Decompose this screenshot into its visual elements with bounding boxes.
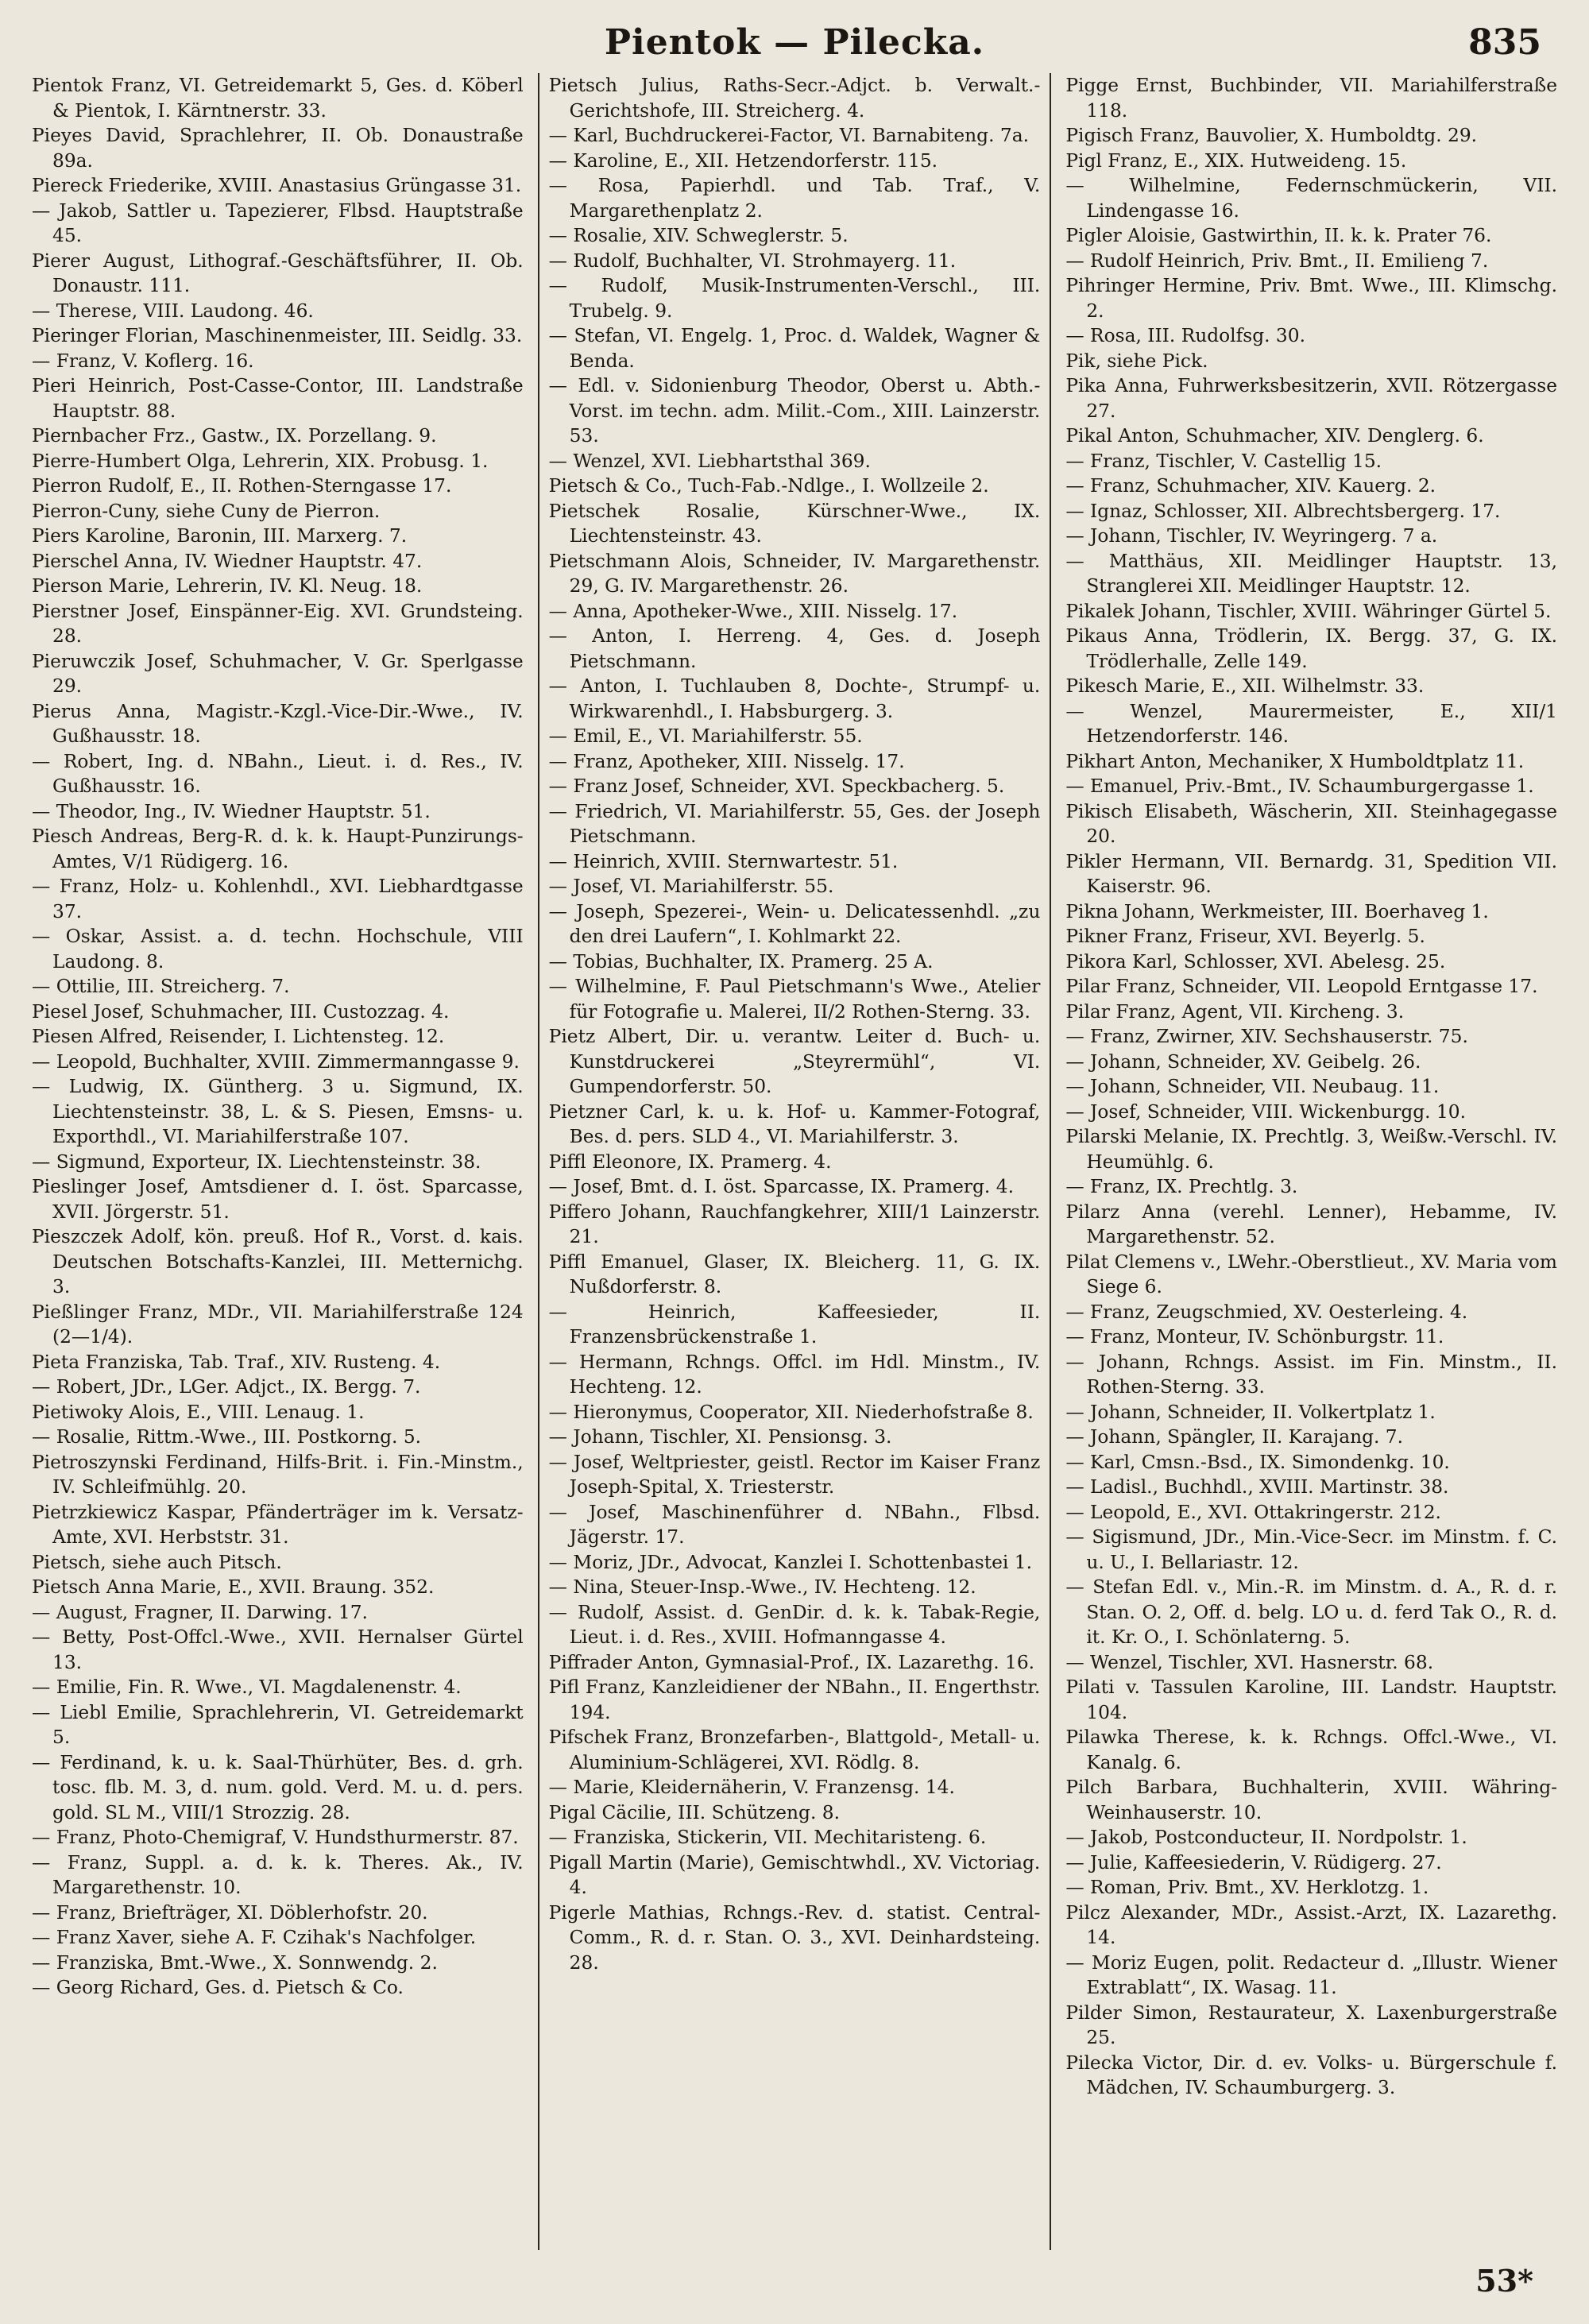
directory-entry: — Wenzel, Tischler, XVI. Hasnerstr. 68. xyxy=(1065,1651,1434,1673)
directory-entry: Pierschel Anna, IV. Wiedner Hauptstr. 47. xyxy=(32,550,423,572)
directory-entry: Piffl Eleonore, IX. Pramerg. 4. xyxy=(548,1150,832,1173)
directory-entry: — Franziska, Bmt.-Wwe., X. Sonnwendg. 2. xyxy=(32,1951,438,1974)
directory-entry: Pietrzkiewicz Kaspar, Pfänderträger im k. Versatz-Amte, XVI. Herbststr. 31. xyxy=(32,1501,524,1548)
directory-entry: — Betty, Post-Offcl.-Wwe., XVII. Hernalser Gürtel 13. xyxy=(32,1626,524,1673)
running-header xyxy=(32,14,1557,70)
directory-entry: Pilat Clemens v., LWehr.-Oberstlieut., XV. Maria vom Siege 6. xyxy=(1065,1251,1558,1297)
directory-entry: Pikalek Johann, Tischler, XVIII. Währinger Gürtel 5. xyxy=(1065,600,1552,622)
directory-entry: Piffero Johann, Rauchfangkehrer, XIII/1 Lainzerstr. 21. xyxy=(548,1201,1041,1247)
directory-entry: Pikna Johann, Werkmeister, III. Boerhaveg 1. xyxy=(1065,900,1489,922)
directory-entry: Pikhart Anton, Mechaniker, X Humboldtplatz 11. xyxy=(1065,750,1525,772)
directory-entry: — Emanuel, Priv.-Bmt., IV. Schaumburgergasse 1. xyxy=(1065,775,1534,797)
directory-entry: Pik, siehe Pick. xyxy=(1065,350,1208,372)
directory-entry: — Franz, Holz- u. Kohlenhdl., XVI. Liebhardtgasse 37. xyxy=(32,876,524,922)
directory-entry: — Franz Xaver, siehe A. F. Czihak's Nachfolger. xyxy=(32,1927,477,1948)
directory-entry: — Ignaz, Schlosser, XII. Albrechtsbergerg. 17. xyxy=(1065,500,1501,522)
directory-entry: — Joseph, Spezerei-, Wein- u. Delicatessenhdl. „zu den drei Laufern“, I. Kohlmarkt 22. xyxy=(548,900,1041,947)
directory-entry: — Rudolf, Buchhalter, VI. Strohmayerg. 11. xyxy=(548,249,957,272)
column-right xyxy=(1065,73,1557,2250)
directory-entry: — Johann, Tischler, XI. Pensionsg. 3. xyxy=(548,1426,892,1448)
directory-entry: — Franz, Monteur, IV. Schönburgstr. 11. xyxy=(1065,1326,1444,1348)
directory-entry: — Robert, JDr., LGer. Adjct., IX. Bergg. 7. xyxy=(32,1376,421,1398)
directory-entry: — Rosa, Papierhdl. und Tab. Traf., V. Margarethenplatz 2. xyxy=(548,175,1041,222)
directory-entry: — Franz, Tischler, V. Castellig 15. xyxy=(1065,450,1382,472)
directory-entry: — Leopold, Buchhalter, XVIII. Zimmermanngasse 9. xyxy=(32,1050,520,1073)
directory-entry: — Franz, Photo-Chemigraf, V. Hundsthurmerstr. 87. xyxy=(32,1827,519,1848)
directory-entry: Pientok Franz, VI. Getreidemarkt 5, Ges. d. Köberl & Pientok, I. Kärntnerstr. 33. xyxy=(32,75,524,122)
directory-entry: — Marie, Kleidernäherin, V. Franzensg. 14. xyxy=(548,1777,955,1798)
directory-entry: Pigall Martin (Marie), Gemischtwhdl., XV. Victoriag. 4. xyxy=(548,1851,1041,1898)
directory-entry: — Karoline, E., XII. Hetzendorferstr. 115. xyxy=(548,149,938,172)
directory-entry: Pietsch, siehe auch Pitsch. xyxy=(32,1551,282,1573)
directory-entry: Pieyes David, Sprachlehrer, II. Ob. Donaustraße 89a. xyxy=(32,125,524,172)
directory-entry: — Moriz Eugen, polit. Redacteur d. „Illustr. Wiener Extrablatt“, IX. Wasag. 11. xyxy=(1065,1951,1558,1998)
directory-entry: Pierus Anna, Magistr.-Kzgl.-Vice-Dir.-Wwe., IV. Gußhausstr. 18. xyxy=(32,700,524,747)
directory-entry: Pihringer Hermine, Priv. Bmt. Wwe., III. Klimschg. 2. xyxy=(1065,275,1558,322)
directory-entry: Piffrader Anton, Gymnasial-Prof., IX. Lazarethg. 16. xyxy=(548,1651,1035,1673)
directory-entry: Pietsch Anna Marie, E., XVII. Braung. 352. xyxy=(32,1576,435,1598)
directory-columns xyxy=(32,73,1557,2250)
directory-entry: Pierer August, Lithograf.-Geschäftsführer, II. Ob. Donaustr. 111. xyxy=(32,249,524,296)
directory-entry: — Friedrich, VI. Mariahilferstr. 55, Ges. der Joseph Pietschmann. xyxy=(548,800,1041,847)
directory-entry: — Ferdinand, k. u. k. Saal-Thürhüter, Bes. d. grh. tosc. flb. M. 3, d. num. gold. Verd. M. u. d. pers. gold. SL M., VIII/1 Strozzig. 28. xyxy=(32,1751,524,1823)
directory-entry: — Anna, Apotheker-Wwe., XIII. Nisselg. 17. xyxy=(548,600,958,622)
page-title: Pientok — Pilecka. xyxy=(604,22,985,63)
directory-entry: — Karl, Buchdruckerei-Factor, VI. Barnabiteng. 7a. xyxy=(548,125,1030,146)
directory-entry: — Tobias, Buchhalter, IX. Pramerg. 25 A. xyxy=(548,950,934,973)
directory-entry: — Edl. v. Sidonienburg Theodor, Oberst u. Abth.-Vorst. im techn. adm. Milit.-Com., XIII. Lainzerstr. 53. xyxy=(548,375,1041,447)
directory-entry: — Jakob, Sattler u. Tapezierer, Flbsd. Hauptstraße 45. xyxy=(32,199,524,246)
directory-entry: Piereck Friederike, XVIII. Anastasius Grüngasse 31. xyxy=(32,175,522,196)
directory-entry: — Hieronymus, Cooperator, XII. Niederhofstraße 8. xyxy=(548,1401,1034,1423)
directory-entry: — Ludwig, IX. Güntherg. 3 u. Sigmund, IX. Liechtensteinstr. 38, L. & S. Piesen, Emsns- u. Exporthdl., VI. Mariahilferstraße 107. xyxy=(32,1076,524,1147)
directory-entry: — Wenzel, Maurermeister, E., XII/1 Hetzendorferstr. 146. xyxy=(1065,700,1558,747)
directory-entry: Pilcz Alexander, MDr., Assist.-Arzt, IX. Lazarethg. 14. xyxy=(1065,1901,1558,1948)
directory-entry: Pierson Marie, Lehrerin, IV. Kl. Neug. 18. xyxy=(32,575,423,597)
directory-entry: Pietroszynski Ferdinand, Hilfs-Brit. i. Fin.-Minstm., IV. Schleifmühlg. 20. xyxy=(32,1451,524,1498)
directory-entry: — Rosalie, XIV. Schweglerstr. 5. xyxy=(548,225,849,246)
directory-entry: Pieslinger Josef, Amtsdiener d. I. öst. Sparcasse, XVII. Jörgerstr. 51. xyxy=(32,1176,524,1223)
directory-entry: Pigal Cäcilie, III. Schützeng. 8. xyxy=(548,1801,840,1823)
directory-entry: Pigler Aloisie, Gastwirthin, II. k. k. Prater 76. xyxy=(1065,225,1492,246)
directory-entry: — Rosalie, Rittm.-Wwe., III. Postkorng. 5. xyxy=(32,1426,422,1448)
directory-entry: Pieri Heinrich, Post-Casse-Contor, III. Landstraße Hauptstr. 88. xyxy=(32,375,524,422)
directory-entry: — Nina, Steuer-Insp.-Wwe., IV. Hechteng. 12. xyxy=(548,1576,976,1598)
directory-entry: — Sigismund, JDr., Min.-Vice-Secr. im Minstm. f. C. u. U., I. Bellariastr. 12. xyxy=(1065,1526,1558,1573)
directory-entry: — Franz, IX. Prechtlg. 3. xyxy=(1065,1176,1298,1197)
directory-entry: — Anton, I. Herreng. 4, Ges. d. Joseph Pietschmann. xyxy=(548,625,1041,672)
directory-entry: Pilar Franz, Schneider, VII. Leopold Erntgasse 17. xyxy=(1065,976,1538,997)
directory-entry: Pikler Hermann, VII. Bernardg. 31, Spedition VII. Kaiserstr. 96. xyxy=(1065,850,1558,897)
directory-entry: — Josef, Bmt. d. I. öst. Sparcasse, IX. Pramerg. 4. xyxy=(548,1176,1014,1197)
directory-entry: — Emil, E., VI. Mariahilferstr. 55. xyxy=(548,725,863,747)
directory-entry: Pieszczek Adolf, kön. preuß. Hof R., Vorst. d. kais. Deutschen Botschafts-Kanzlei, III. Metternichg. 3. xyxy=(32,1226,524,1297)
directory-entry: — Franz, V. Koflerg. 16. xyxy=(32,350,254,372)
directory-entry: — Johann, Tischler, IV. Weyringerg. 7 a. xyxy=(1065,525,1438,547)
directory-entry: — Franz, Schuhmacher, XIV. Kauerg. 2. xyxy=(1065,475,1436,497)
directory-entry: Pigerle Mathias, Rchngs.-Rev. d. statist. Central-Comm., R. d. r. Stan. O. 3., XVI. Deinhardsteing. 28. xyxy=(548,1901,1041,1974)
directory-entry: — Rudolf Heinrich, Priv. Bmt., II. Emilieng 7. xyxy=(1065,249,1489,272)
directory-entry: Pifschek Franz, Bronzefarben-, Blattgold-, Metall- u. Aluminium-Schlägerei, XVI. Rödlg. 8. xyxy=(548,1727,1041,1773)
directory-entry: Pigge Ernst, Buchbinder, VII. Mariahilferstraße 118. xyxy=(1065,75,1558,122)
directory-entry: — Johann, Schneider, XV. Geibelg. 26. xyxy=(1065,1050,1421,1073)
directory-entry: Pikora Karl, Schlosser, XVI. Abelesg. 25. xyxy=(1065,950,1446,973)
directory-entry: — Johann, Rchngs. Assist. im Fin. Minstm., II. Rothen-Sterng. 33. xyxy=(1065,1351,1558,1398)
directory-entry: — Oskar, Assist. a. d. techn. Hochschule, VIII Laudong. 8. xyxy=(32,926,524,973)
directory-entry: Pieruwczik Josef, Schuhmacher, V. Gr. Sperlgasse 29. xyxy=(32,650,524,697)
directory-entry: — Johann, Spängler, II. Karajang. 7. xyxy=(1065,1426,1404,1448)
directory-entry: Pietsch Julius, Raths-Secr.-Adjct. b. Verwalt.-Gerichtshofe, III. Streicherg. 4. xyxy=(548,75,1041,122)
directory-entry: — Hermann, Rchngs. Offcl. im Hdl. Minstm., IV. Hechteng. 12. xyxy=(548,1351,1041,1398)
directory-entry: — Rosa, III. Rudolfsg. 30. xyxy=(1065,325,1305,346)
directory-entry: Pilarski Melanie, IX. Prechtlg. 3, Weißw.-Verschl. IV. Heumühlg. 6. xyxy=(1065,1126,1558,1173)
directory-entry: Pilar Franz, Agent, VII. Kircheng. 3. xyxy=(1065,1000,1405,1023)
directory-entry: — Julie, Kaffeesiederin, V. Rüdigerg. 27. xyxy=(1065,1851,1442,1874)
directory-entry: Pilati v. Tassulen Karoline, III. Landstr. Hauptstr. 104. xyxy=(1065,1676,1558,1723)
directory-entry: — Josef, Maschinenführer d. NBahn., Flbsd. Jägerstr. 17. xyxy=(548,1501,1041,1548)
directory-entry: — Franz, Zwirner, XIV. Sechshauserstr. 75. xyxy=(1065,1026,1468,1047)
directory-entry: — Rudolf, Assist. d. GenDir. d. k. k. Tabak-Regie, Lieut. i. d. Res., XVIII. Hofmanngasse 4. xyxy=(548,1601,1041,1648)
directory-entry: — Therese, VIII. Laudong. 46. xyxy=(32,300,314,322)
directory-entry: — Jakob, Postconducteur, II. Nordpolstr. 1. xyxy=(1065,1827,1467,1848)
directory-entry: Piesen Alfred, Reisender, I. Lichtensteg. 12. xyxy=(32,1026,445,1047)
directory-entry: Pieta Franziska, Tab. Traf., XIV. Rusteng. 4. xyxy=(32,1351,441,1373)
directory-entry: — Leopold, E., XVI. Ottakringerstr. 212. xyxy=(1065,1501,1441,1523)
directory-entry: — Robert, Ing. d. NBahn., Lieut. i. d. Res., IV. Gußhausstr. 16. xyxy=(32,750,524,797)
directory-entry: Pikisch Elisabeth, Wäscherin, XII. Steinhagegasse 20. xyxy=(1065,800,1558,847)
directory-entry: — Ottilie, III. Streicherg. 7. xyxy=(32,976,290,997)
directory-entry: Pietschek Rosalie, Kürschner-Wwe., IX. Liechtensteinstr. 43. xyxy=(548,500,1041,547)
directory-entry: — Stefan Edl. v., Min.-R. im Minstm. d. A., R. d. r. Stan. O. 2, Off. d. belg. LO u. d. ferd Tak O., R. d. it. Kr. O., I. Schönlaterng. 5. xyxy=(1065,1576,1558,1648)
directory-entry: Piernbacher Frz., Gastw., IX. Porzellang. 9. xyxy=(32,425,437,447)
directory-entry: Pigisch Franz, Bauvolier, X. Humboldtg. 29. xyxy=(1065,125,1478,146)
directory-entry: — Franz, Suppl. a. d. k. k. Theres. Ak., IV. Margarethenstr. 10. xyxy=(32,1851,524,1898)
directory-entry: Pießlinger Franz, MDr., VII. Mariahilferstraße 124 (2—1/4). xyxy=(32,1301,524,1348)
directory-entry: — Franz, Briefträger, XI. Döblerhofstr. 20. xyxy=(32,1901,428,1924)
directory-entry: — Sigmund, Exporteur, IX. Liechtensteinstr. 38. xyxy=(32,1150,481,1173)
directory-entry: — Wenzel, XVI. Liebhartsthal 369. xyxy=(548,450,871,472)
directory-entry: — Heinrich, Kaffeesieder, II. Franzensbrückenstraße 1. xyxy=(548,1301,1041,1348)
directory-entry: Piesel Josef, Schuhmacher, III. Custozzag. 4. xyxy=(32,1000,450,1023)
directory-entry: Pika Anna, Fuhrwerksbesitzerin, XVII. Rötzergasse 27. xyxy=(1065,375,1558,422)
column-left xyxy=(32,73,524,2250)
directory-entry: — Johann, Schneider, II. Volkertplatz 1. xyxy=(1065,1401,1436,1423)
directory-entry: — Anton, I. Tuchlauben 8, Dochte-, Strumpf- u. Wirkwarenhdl., I. Habsburgerg. 3. xyxy=(548,675,1041,722)
directory-entry: Pilawka Therese, k. k. Rchngs. Offcl.-Wwe., VI. Kanalg. 6. xyxy=(1065,1727,1558,1773)
page-number: 835 xyxy=(1468,22,1541,63)
directory-entry: — Josef, Schneider, VIII. Wickenburgg. 10. xyxy=(1065,1100,1467,1123)
directory-entry: — Stefan, VI. Engelg. 1, Proc. d. Waldek, Wagner & Benda. xyxy=(548,325,1041,372)
directory-entry: — Wilhelmine, Federnschmückerin, VII. Lindengasse 16. xyxy=(1065,175,1558,222)
directory-entry: — Roman, Priv. Bmt., XV. Herklotzg. 1. xyxy=(1065,1877,1429,1898)
directory-entry: Pikner Franz, Friseur, XVI. Beyerlg. 5. xyxy=(1065,926,1425,947)
directory-entry: Pietschmann Alois, Schneider, IV. Margarethenstr. 29, G. IV. Margarethenstr. 26. xyxy=(548,550,1041,597)
directory-entry: — Liebl Emilie, Sprachlehrerin, VI. Getreidemarkt 5. xyxy=(32,1701,524,1748)
directory-entry: — Franz Josef, Schneider, XVI. Speckbacherg. 5. xyxy=(548,775,1005,797)
directory-entry: Pietz Albert, Dir. u. verantw. Leiter d. Buch- u. Kunstdruckerei „Steyrermühl“, VI. Gumpendorferstr. 50. xyxy=(548,1026,1041,1097)
directory-entry: Pietsch & Co., Tuch-Fab.-Ndlge., I. Wollzeile 2. xyxy=(548,475,989,497)
directory-entry: Pietzner Carl, k. u. k. Hof- u. Kammer-Fotograf, Bes. d. pers. SLD 4., VI. Mariahilferstr. 3. xyxy=(548,1100,1041,1147)
directory-entry: Pigl Franz, E., XIX. Hutweideng. 15. xyxy=(1065,149,1407,172)
directory-entry: — Matthäus, XII. Meidlinger Hauptstr. 13, Stranglerei XII. Meidlinger Hauptstr. 12. xyxy=(1065,550,1558,597)
directory-entry: — Ladisl., Buchhdl., XVIII. Martinstr. 38. xyxy=(1065,1476,1449,1498)
directory-entry: — Heinrich, XVIII. Sternwartestr. 51. xyxy=(548,850,899,872)
directory-entry: — Franziska, Stickerin, VII. Mechitaristeng. 6. xyxy=(548,1827,987,1848)
directory-entry: — August, Fragner, II. Darwing. 17. xyxy=(32,1601,368,1623)
directory-entry: Pieringer Florian, Maschinenmeister, III. Seidlg. 33. xyxy=(32,325,523,346)
directory-entry: Pilecka Victor, Dir. d. ev. Volks- u. Bürgerschule f. Mädchen, IV. Schaumburgerg. 3. xyxy=(1065,2051,1558,2098)
directory-entry: — Wilhelmine, F. Paul Pietschmann's Wwe., Atelier für Fotografie u. Malerei, II/2 Rothen-Sterng. 33. xyxy=(548,976,1041,1023)
directory-entry: Piers Karoline, Baronin, III. Marxerg. 7. xyxy=(32,525,408,547)
directory-entry: — Karl, Cmsn.-Bsd., IX. Simondenkg. 10. xyxy=(1065,1451,1450,1473)
directory-entry: Piesch Andreas, Berg-R. d. k. k. Haupt-Punzirungs-Amtes, V/1 Rüdigerg. 16. xyxy=(32,826,524,872)
directory-entry: Pierron-Cuny, siehe Cuny de Pierron. xyxy=(32,500,381,522)
sheet-signature: 53* xyxy=(1475,2263,1533,2299)
directory-entry: Pierstner Josef, Einspänner-Eig. XVI. Grundsteing. 28. xyxy=(32,600,524,647)
directory-entry: — Franz, Zeugschmied, XV. Oesterleing. 4. xyxy=(1065,1301,1468,1323)
directory-entry: Pietiwoky Alois, E., VIII. Lenaug. 1. xyxy=(32,1401,365,1423)
directory-entry: — Johann, Schneider, VII. Neubaug. 11. xyxy=(1065,1076,1440,1097)
column-middle xyxy=(538,73,1052,2250)
directory-entry: Pierre-Humbert Olga, Lehrerin, XIX. Probusg. 1. xyxy=(32,450,489,472)
directory-entry: Pikaus Anna, Trödlerin, IX. Bergg. 37, G. IX. Trödlerhalle, Zelle 149. xyxy=(1065,625,1558,672)
directory-entry: — Georg Richard, Ges. d. Pietsch & Co. xyxy=(32,1977,404,1998)
directory-entry: Piffl Emanuel, Glaser, IX. Bleicherg. 11, G. IX. Nußdorferstr. 8. xyxy=(548,1251,1041,1297)
directory-entry: — Rudolf, Musik-Instrumenten-Verschl., III. Trubelg. 9. xyxy=(548,275,1041,322)
directory-entry: — Emilie, Fin. R. Wwe., VI. Magdalenenstr. 4. xyxy=(32,1676,462,1698)
directory-entry: Pilder Simon, Restaurateur, X. Laxenburgerstraße 25. xyxy=(1065,2001,1558,2048)
directory-entry: Pilarz Anna (verehl. Lenner), Hebamme, IV. Margarethenstr. 52. xyxy=(1065,1201,1558,1247)
directory-entry: Pierron Rudolf, E., II. Rothen-Sterngasse 17. xyxy=(32,475,452,497)
directory-entry: Pifl Franz, Kanzleidiener der NBahn., II. Engerthstr. 194. xyxy=(548,1676,1041,1723)
directory-entry: Pilch Barbara, Buchhalterin, XVIII. Währing-Weinhauserstr. 10. xyxy=(1065,1777,1558,1823)
directory-entry: — Franz, Apotheker, XIII. Nisselg. 17. xyxy=(548,750,905,772)
directory-entry: — Moriz, JDr., Advocat, Kanzlei I. Schottenbastei 1. xyxy=(548,1551,1032,1573)
directory-entry: — Theodor, Ing., IV. Wiedner Hauptstr. 51. xyxy=(32,800,431,822)
directory-entry: Pikesch Marie, E., XII. Wilhelmstr. 33. xyxy=(1065,675,1425,697)
directory-entry: — Josef, Weltpriester, geistl. Rector im Kaiser Franz Joseph-Spital, X. Triesterstr. xyxy=(548,1451,1041,1498)
directory-entry: Pikal Anton, Schuhmacher, XIV. Denglerg. 6. xyxy=(1065,425,1484,447)
directory-entry: — Josef, VI. Mariahilferstr. 55. xyxy=(548,876,834,897)
